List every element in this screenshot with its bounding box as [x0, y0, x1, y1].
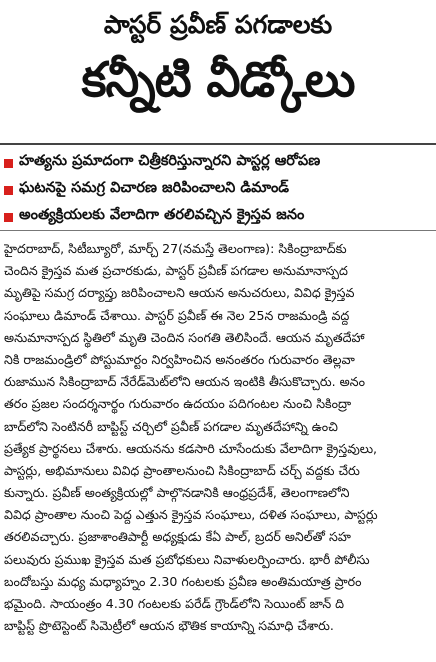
- highlight-item: [4, 204, 434, 230]
- body-line: బాప్టిస్ట్ ప్రొటెస్టెంట్ సిమెట్రీలో ఆయన భౌతిక కాయాన్ని సమాధి చేశారు.: [4, 618, 334, 634]
- main-headline: కన్నీటి వీడ్కోలు: [81, 52, 355, 108]
- body-line: పలువురు ప్రముఖ క్రైస్తవ మత ప్రబోధకులు నివాళులర్పించారు. భారీ పోలీసు: [4, 551, 370, 567]
- highlights-list: [4, 150, 434, 231]
- highlight-text: ఘటనపై సమగ్ర విచారణ జరిపించాలని డిమాండ్: [19, 180, 290, 196]
- body-line: హైదరాబాద్, సిటీబ్యూరో, మార్చ్ 27(నమస్తే తెలంగాణ): సికింద్రాబాద్‌కు: [4, 241, 347, 256]
- body-line: మృతిపై సమగ్ర దర్యాప్తు జరిపించాలని ఆయన అనుచరులు, వివిధ క్రైస్తవ: [4, 285, 355, 301]
- highlight-item: [4, 150, 434, 176]
- body-line: సంఘాలు డిమాండ్ చేశాయి. పాస్టర్ ప్రవీణ్ ఈ నెల 25న రాజమండ్రి వద్ద: [4, 307, 350, 323]
- body-line: అనుమానాస్పద స్థితిలో మృతి చెందిన సంగతి తెలిసిందే. ఆయన మృతదేహా: [4, 329, 365, 345]
- highlight-item: [4, 177, 434, 203]
- body-line: పాస్టర్లు, అభిమానులు వివిధ ప్రాంతాలనుంచి సికింద్రాబాద్ చర్చ్ వద్దకు చేరు: [4, 462, 360, 478]
- kicker-headline: పాస్టర్ ప్రవీణ్ పగడాలకు: [103, 10, 333, 39]
- body-line: బాద్‌లోని సెంటినరీ బాప్టిస్ట్ చర్చిలో ప్రవీణ్ పగడాల మృతదేహాన్ని ఉంచి: [4, 418, 338, 434]
- body-line: నికి రాజమండ్రిలో పోస్టుమార్టం నిర్వహించిన అనంతరం గురువారం తెల్లవా: [4, 351, 355, 367]
- body-line: రుజామున సికింద్రాబాద్ నేరేడ్‌మెట్‌లోని ఆయన ఇంటికి తీసుకొచ్చారు. అనం: [4, 374, 365, 390]
- body-line: చెందిన క్రైస్తవ మత ప్రచారకుడు, పాస్టర్ ప్రవీణ్ పగడాల అనుమానాస్పద: [4, 263, 348, 279]
- body-line: బందోబస్తు మధ్య మధ్యాహ్నం 2.30 గంటలకు ప్రవీణ అంతిమయాత్ర ప్రారం: [4, 573, 362, 589]
- divider-top: [0, 143, 436, 145]
- divider-bottom: [0, 230, 436, 231]
- body-line: తరలివచ్చారు. ప్రజాశాంతిపార్టీ అధ్యక్షుడు కేఏ పాల్, బ్రదర్ అనిల్‌తో సహ: [4, 529, 351, 545]
- highlight-text: అంత్యక్రియలకు వేలాదిగా తరలివచ్చిన క్రైస్తవ జనం: [19, 207, 305, 223]
- red-square-bullet-icon: [4, 159, 13, 168]
- highlight-text: హత్యను ప్రమాదంగా చిత్రీకరిస్తున్నారని పాస్టర్ల ఆరోపణ: [19, 153, 321, 169]
- body-line: కున్నారు. ప్రవీణ్ అంత్యక్రియల్లో పాల్గొనడానికి ఆంధ్రప్రదేశ్, తెలంగాణలోని: [4, 485, 350, 501]
- article-body: [4, 238, 432, 637]
- red-square-bullet-icon: [4, 213, 13, 222]
- red-square-bullet-icon: [4, 186, 13, 195]
- body-line: వివిధ ప్రాంతాల నుంచి పెద్ద ఎత్తున క్రైస్తవ సంఘాలు, దళిత సంఘాలు, పాస్టర్లు: [4, 507, 378, 523]
- body-line: భమైంది. సాయంత్రం 4.30 గంటలకు పరేడ్ గ్రౌండ్‌లోని సెయింట్ జాన్ ది: [4, 596, 345, 611]
- body-line: ప్రత్యేక ప్రార్థనలు చేశారు. ఆయనను కడసారి చూసేందుకు వేలాదిగా క్రైస్తవులు,: [4, 440, 378, 456]
- body-line: తరం ప్రజల సందర్శనార్థం గురువారం ఉదయం పదిగంటల నుంచి సికింద్రా: [4, 396, 352, 412]
